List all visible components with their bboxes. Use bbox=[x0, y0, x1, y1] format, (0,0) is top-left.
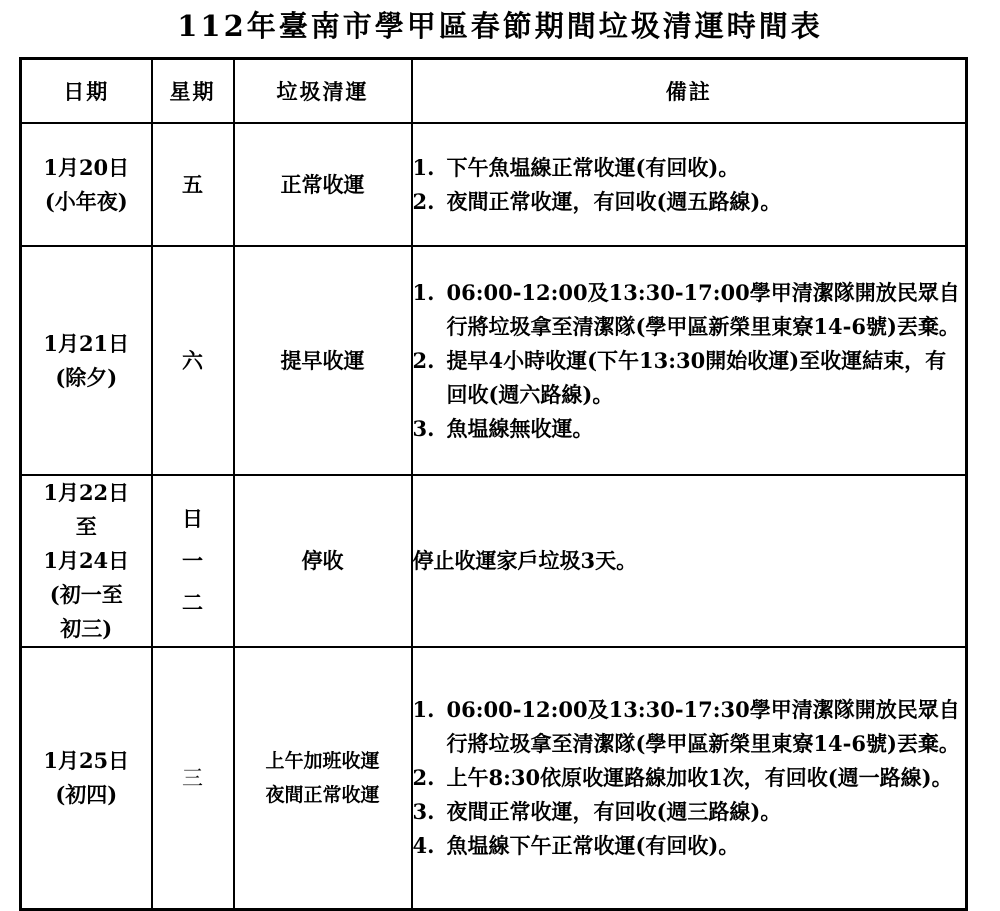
collection-cell bbox=[234, 246, 412, 475]
note-text: 下午魚塭線正常收運(有回收)。 bbox=[446, 154, 740, 180]
note-text: 06:00-12:00及13:30-17:00學甲清潔隊開放民眾自行將垃圾拿至清潔隊(學甲區新榮里東寮14-6號)丟棄。 bbox=[446, 279, 960, 339]
note-item bbox=[413, 412, 966, 446]
note-item bbox=[413, 185, 966, 219]
weekday-cell bbox=[152, 246, 234, 475]
note-number: 3. bbox=[412, 415, 435, 441]
notes-cell bbox=[412, 475, 967, 647]
note-item bbox=[413, 276, 966, 344]
table-row bbox=[21, 475, 967, 647]
note-number: 2. bbox=[412, 188, 435, 214]
date-line: (初一至 bbox=[49, 582, 123, 607]
collection-line: 正常收運 bbox=[280, 171, 365, 197]
note-item bbox=[413, 544, 966, 578]
date-line: 至 bbox=[75, 514, 97, 539]
note-number: 1. bbox=[412, 279, 435, 305]
collection-line: 上午加班收運 bbox=[265, 749, 380, 772]
date-line: (除夕) bbox=[55, 364, 118, 390]
date-cell bbox=[21, 647, 152, 909]
weekday-line: 三 bbox=[182, 765, 203, 790]
note-number: 2. bbox=[412, 347, 435, 373]
note-item bbox=[413, 344, 966, 412]
header-row bbox=[21, 59, 967, 124]
table-row bbox=[21, 246, 967, 475]
date-line: 1月22日 bbox=[43, 480, 130, 505]
date-line: (初四) bbox=[55, 781, 118, 807]
date-line: 初三) bbox=[60, 616, 113, 641]
header-collection: 垃圾清運 bbox=[234, 59, 412, 124]
notes-cell bbox=[412, 647, 967, 909]
weekday-line: 二 bbox=[182, 590, 203, 615]
date-line: (小年夜) bbox=[44, 188, 128, 214]
header-notes: 備註 bbox=[412, 59, 967, 124]
note-item bbox=[413, 795, 966, 829]
notes-cell bbox=[412, 246, 967, 475]
page-title: 112年臺南市學甲區春節期間垃圾清運時間表 bbox=[177, 9, 823, 43]
note-number: 2. bbox=[412, 764, 435, 790]
note-number: 1. bbox=[412, 154, 435, 180]
weekday-cell bbox=[152, 123, 234, 246]
date-line: 1月24日 bbox=[43, 548, 130, 573]
schedule-table bbox=[19, 57, 968, 911]
notes-cell bbox=[412, 123, 967, 246]
note-text: 魚塭線下午正常收運(有回收)。 bbox=[446, 832, 740, 858]
collection-line: 夜間正常收運 bbox=[265, 783, 380, 806]
weekday-line: 六 bbox=[182, 347, 203, 373]
date-cell bbox=[21, 475, 152, 647]
date-line: 1月20日 bbox=[43, 154, 130, 180]
collection-cell bbox=[234, 123, 412, 246]
weekday-line: 日 bbox=[182, 506, 203, 531]
weekday-cell bbox=[152, 647, 234, 909]
note-text: 06:00-12:00及13:30-17:30學甲清潔隊開放民眾自行將垃圾拿至清潔隊(學甲區新榮里東寮14-6號)丟棄。 bbox=[446, 696, 960, 756]
date-cell bbox=[21, 246, 152, 475]
note-number: 3. bbox=[412, 798, 435, 824]
note-text: 停止收運家戶垃圾3天。 bbox=[412, 548, 638, 573]
date-cell bbox=[21, 123, 152, 246]
note-item bbox=[413, 829, 966, 863]
table-row bbox=[21, 123, 967, 246]
collection-line: 停收 bbox=[301, 548, 344, 573]
date-line: 1月21日 bbox=[43, 330, 130, 356]
weekday-cell bbox=[152, 475, 234, 647]
note-text: 上午8:30依原收運路線加收1次，有回收(週一路線)。 bbox=[446, 764, 953, 790]
note-text: 提早4小時收運(下午13:30開始收運)至收運結束，有回收(週六路線)。 bbox=[446, 347, 947, 407]
header-weekday: 星期 bbox=[152, 59, 234, 124]
weekday-line: 五 bbox=[182, 171, 203, 197]
collection-line: 提早收運 bbox=[280, 347, 365, 373]
note-item bbox=[413, 693, 966, 761]
table-row bbox=[21, 647, 967, 909]
note-number: 4. bbox=[412, 832, 435, 858]
note-text: 魚塭線無收運。 bbox=[446, 415, 594, 441]
collection-cell bbox=[234, 647, 412, 909]
header-date: 日期 bbox=[21, 59, 152, 124]
note-text: 夜間正常收運，有回收(週三路線)。 bbox=[446, 798, 782, 824]
note-item bbox=[413, 761, 966, 795]
date-line: 1月25日 bbox=[43, 747, 130, 773]
collection-cell bbox=[234, 475, 412, 647]
note-text: 夜間正常收運，有回收(週五路線)。 bbox=[446, 188, 782, 214]
weekday-line: 一 bbox=[182, 548, 203, 573]
note-number: 1. bbox=[412, 696, 435, 722]
note-item bbox=[413, 151, 966, 185]
